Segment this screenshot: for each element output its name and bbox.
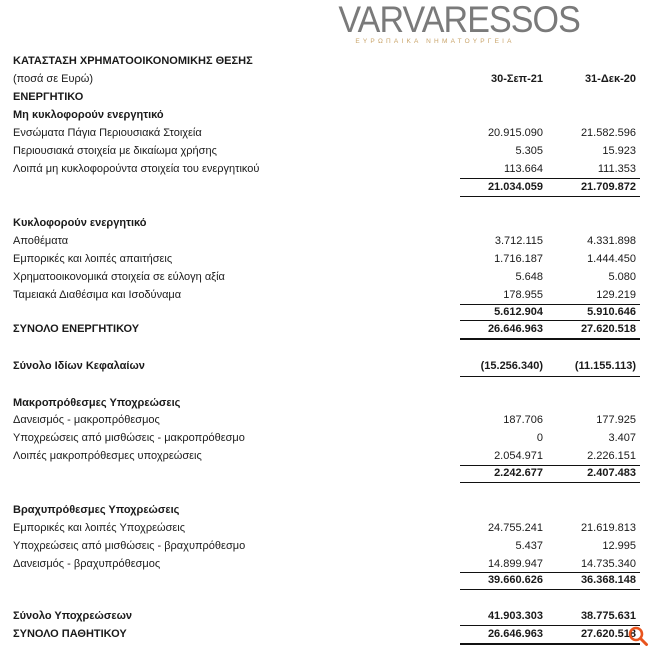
value-2021: 5.612.904	[494, 306, 543, 318]
assets-heading: ΕΝΕΡΓΗΤΙΚΟ	[13, 91, 84, 103]
short-term-heading-row	[0, 504, 650, 522]
value-2020: 12.995	[602, 540, 636, 552]
value-2020: 177.925	[596, 414, 636, 426]
value-2020: 5.080	[608, 271, 636, 283]
long-term-heading-row	[0, 397, 650, 415]
row-label: Σύνολο Υποχρεώσεων	[13, 610, 132, 622]
value-2021: 14.899.947	[487, 558, 543, 570]
company-logo	[330, 0, 580, 45]
row-label: Περιουσιακά στοιχεία με δικαίωμα χρήσης	[13, 145, 217, 157]
subtotal-rule	[460, 465, 640, 466]
table-row	[0, 127, 650, 145]
value-2020: 14.735.340	[580, 558, 636, 570]
value-2021: 39.660.626	[487, 574, 543, 586]
value-2021: (15.256.340)	[480, 360, 543, 372]
value-2021: 113.664	[504, 163, 543, 175]
value-2021: 26.646.963	[487, 323, 543, 335]
total-rule	[460, 338, 640, 340]
units-row	[0, 73, 650, 91]
column-header-2: 31-Δεκ-20	[584, 73, 636, 85]
non-current-heading: Μη κυκλοφορούν ενεργητικό	[13, 109, 164, 121]
subtotal-rule	[460, 320, 640, 321]
row-label: Αποθέματα	[13, 235, 69, 247]
statement-title: ΚΑΤΑΣΤΑΣΗ ΧΡΗΜΑΤΟΟΙΚΟΝΟΜΙΚΗΣ ΘΕΣΗΣ	[13, 55, 253, 67]
current-heading: Κυκλοφορούν ενεργητικό	[13, 217, 147, 229]
current-heading-row	[0, 217, 650, 235]
table-row	[0, 235, 650, 253]
column-header-1: 30-Σεπ-21	[490, 73, 543, 85]
subtotal-rule	[460, 376, 640, 377]
subtotal-rule	[460, 178, 640, 179]
table-row	[0, 271, 650, 289]
value-2020: 2.407.483	[587, 467, 636, 479]
value-2020: 27.620.518	[580, 323, 636, 335]
value-2021: 2.054.971	[494, 450, 543, 462]
value-2020: 38.775.631	[580, 610, 636, 622]
value-2021: 3.712.115	[494, 235, 543, 247]
row-label: Εμπορικές και λοιπές Υποχρεώσεις	[13, 522, 186, 534]
value-2020: (11.155.113)	[574, 360, 636, 372]
row-label: Δανεισμός - μακροπρόθεσμος	[13, 414, 160, 426]
statement-title-row	[0, 55, 650, 73]
value-2021: 0	[536, 432, 543, 444]
non-current-heading-row	[0, 109, 650, 127]
long-term-heading: Μακροπρόθεσμες Υποχρεώσεις	[13, 397, 181, 409]
row-label: ΣΥΝΟΛΟ ΠΑΘΗΤΙΚΟΥ	[13, 628, 127, 640]
value-2020: 27.620.518	[580, 628, 636, 640]
row-label: Δανεισμός - βραχυπρόθεσμος	[13, 558, 161, 570]
subtotal-rule	[460, 589, 640, 590]
value-2020: 2.226.151	[587, 450, 636, 462]
row-label: Λοιπά μη κυκλοφορούντα στοιχεία του ενεργητικού	[13, 163, 260, 175]
value-2020: 4.331.898	[587, 235, 636, 247]
value-2020: 129.219	[596, 289, 636, 301]
value-2021: 5.648	[515, 271, 543, 283]
search-icon[interactable]	[627, 625, 649, 647]
logo-text: VARVARESSOS	[338, 0, 580, 40]
value-2020: 5.910.646	[587, 306, 636, 318]
subtotal-row	[0, 306, 650, 324]
assets-heading-row	[0, 91, 650, 109]
units-label: (ποσά σε Ευρώ)	[13, 73, 94, 85]
value-2021: 26.646.963	[487, 628, 543, 640]
value-2020: 21.619.813	[580, 522, 636, 534]
value-2020: 1.444.450	[587, 253, 636, 265]
subtotal-rule	[460, 196, 640, 197]
total-rule	[460, 643, 640, 645]
table-row	[0, 522, 650, 540]
value-2021: 5.437	[515, 540, 543, 552]
value-2020: 21.709.872	[580, 181, 636, 193]
value-2021: 24.755.241	[487, 522, 543, 534]
table-row	[0, 540, 650, 558]
row-label: Υποχρεώσεις από μισθώσεις - μακροπρόθεσμο	[13, 432, 245, 444]
short-term-heading: Βραχυπρόθεσμες Υποχρεώσεις	[13, 504, 180, 516]
value-2021: 187.706	[503, 414, 543, 426]
row-label: Ενσώματα Πάγια Περιουσιακά Στοιχεία	[13, 127, 202, 139]
table-row	[0, 414, 650, 432]
row-label: Εμπορικές και λοιπές απαιτήσεις	[13, 253, 173, 265]
value-2020: 36.368.148	[580, 574, 636, 586]
table-row	[0, 145, 650, 163]
value-2020: 15.923	[602, 145, 636, 157]
row-label: ΣΥΝΟΛΟ ΕΝΕΡΓΗΤΙΚΟΥ	[13, 323, 140, 335]
value-2021: 178.955	[503, 289, 543, 301]
value-2021: 20.915.090	[487, 127, 543, 139]
value-2020: 21.582.596	[580, 127, 636, 139]
value-2021: 21.034.059	[487, 181, 543, 193]
subtotal-rule	[460, 572, 640, 573]
value-2021: 1.716.187	[494, 253, 543, 265]
value-2021: 41.903.303	[487, 610, 543, 622]
row-label: Λοιπές μακροπρόθεσμες υποχρεώσεις	[13, 450, 202, 462]
row-label: Υποχρεώσεις από μισθώσεις - βραχυπρόθεσμο	[13, 540, 246, 552]
subtotal-rule	[460, 625, 640, 626]
value-2020: 111.353	[597, 163, 636, 175]
value-2020: 3.407	[608, 432, 636, 444]
row-label: Χρηματοοικονομικά στοιχεία σε εύλογη αξία	[13, 271, 225, 283]
table-row	[0, 253, 650, 271]
row-label: Σύνολο Ιδίων Κεφαλαίων	[13, 360, 145, 372]
row-label: Ταμειακά Διαθέσιμα και Ισοδύναμα	[13, 289, 182, 301]
value-2021: 2.242.677	[494, 467, 543, 479]
subtotal-rule	[460, 304, 640, 305]
logo-subtitle: ΕΥΡΩΠΑΙΚΑ ΝΗΜΑΤΟΥΡΓΕΙΑ	[355, 38, 515, 45]
value-2021: 5.305	[515, 145, 543, 157]
table-row	[0, 432, 650, 450]
subtotal-rule	[460, 482, 640, 483]
